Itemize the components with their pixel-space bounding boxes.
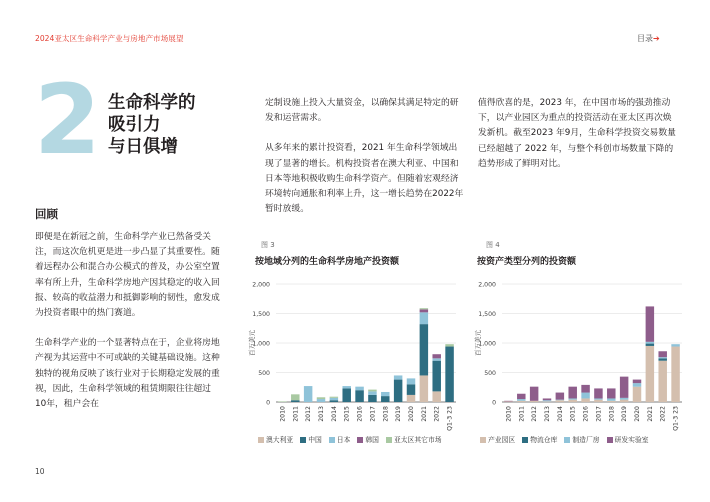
y-tick-label: 500 [258,370,270,377]
bar-segment [407,395,415,402]
legend-item [564,434,599,444]
bar-segment [407,378,415,384]
bar-segment [342,388,350,402]
x-tick-label: 2011 [292,406,300,422]
legend-item [357,434,379,444]
legend-swatch [522,437,528,443]
bar-segment [304,386,312,402]
bar-segment [581,398,589,402]
legend-swatch [300,437,306,443]
arrow-right-icon: ➔ [653,34,660,43]
bar-segment [517,401,525,402]
y-axis-label: 百万美元 [474,330,482,356]
legend-label: 制造厂房 [572,436,600,444]
section-title [108,92,196,158]
x-tick-label: 2019 [621,406,629,422]
bar-segment [330,398,338,400]
paragraph: 从多年来的累计投资看，2021 年生命科学领域出现了显著的增长。机构投资者在澳大利亚、中国和日本等地积极收购生命科学资产。但随着宏观经济环境转向通胀和利率上升，这一增长趋势在2022年暂时放缓。 [265,143,464,215]
bar-segment [607,398,615,400]
bar-segment [517,394,525,399]
bar-segment [504,401,512,402]
bar-segment [543,400,551,401]
text-column-1 [35,230,221,427]
y-tick-label: 500 [484,370,496,377]
paragraph: 值得欣喜的是，2023 年，在中国市场的强劲推动下，以产业园区为重点的投资活动在亚太区再次焕发新机。截至2023 年9月，生命科学投资交易数量已经超越了 2022 年，与整个科创市场数量下降的趋势形成了鲜明对比。 [478,98,676,169]
bar-segment [594,398,602,399]
x-tick-label: 2012 [305,406,313,422]
x-tick-label: 2020 [408,406,415,422]
y-tick-label: 1,000 [252,340,270,348]
legend-swatch [258,437,264,443]
legend-swatch [329,437,335,443]
y-tick-label: 1,000 [478,340,496,348]
x-tick-label: 2013 [318,406,325,422]
x-tick-label: 2018 [608,406,616,422]
x-tick-label: 2016 [582,406,590,422]
x-tick-label: 2014 [556,406,564,422]
legend-item [386,434,442,444]
bar-segment [530,387,538,401]
y-tick-label: 2,000 [478,281,496,289]
x-tick-label: Q1-3 23 [446,406,454,431]
x-tick-label: 2017 [595,406,603,422]
bar-segment [432,358,440,360]
legend-swatch [607,437,613,443]
bar-segment [291,394,299,400]
bar-segment [633,380,641,384]
legend-label: 韩国 [365,436,379,444]
bar-segment [432,361,440,392]
x-tick-label: 2022 [659,406,667,422]
figure-label: 图 4 [486,241,500,249]
bar-segment [594,388,602,398]
bar-segment [432,391,440,402]
bar-segment [278,401,286,402]
figure-label: 图 3 [261,241,275,249]
x-tick-label: 2010 [279,406,287,422]
text-column-2 [265,96,466,232]
legend-item [607,434,649,444]
x-tick-label: Q1-3 23 [672,406,680,431]
bar-segment [646,306,654,341]
bar-segment [671,347,679,402]
bar-segment [317,399,325,402]
paragraph: 即便是在新冠之前，生命科学产业已然备受关注，而这次危机更是进一步凸显了其重要性。随着远程办公和混合办公模式的普及，办公室空置率有所上升，生命科学房地产因其稳定的收入回报、较高的收益潜力和抵御影响的韧性，愈发成为投资者眼中的热门赛道。 [35,232,220,319]
bar-segment [658,361,666,402]
bar-segment [355,390,363,402]
bar-segment [543,398,551,400]
text-column-3 [478,96,676,187]
bar-segment [330,400,338,402]
y-tick-label: 1,500 [478,311,496,318]
x-tick-label: 2021 [420,406,428,422]
bar-segment [530,401,538,402]
legend-swatch [386,437,392,443]
x-tick-label: 2010 [505,406,513,422]
y-tick-label: 0 [266,399,270,407]
bar-segment [420,375,428,402]
x-tick-label: 2020 [634,406,641,422]
y-tick-label: 2,000 [252,281,270,289]
bar-segment [330,397,338,398]
bar-segment [556,393,564,400]
bar-segment [368,391,376,395]
bar-segment [517,399,525,401]
legend-label: 亚太区其它市场 [393,436,442,444]
x-tick-label: 2016 [356,406,364,422]
legend-label: 澳大利亚 [266,436,294,444]
bar-segment [342,386,350,388]
x-tick-label: 2014 [330,406,338,422]
x-tick-label: 2013 [544,406,551,422]
bar-segment [445,347,453,402]
paragraph: 定制设施上投入大量资金，以确保其满足特定的研发和运营需求。 [265,98,459,124]
legend-swatch [480,437,486,443]
chart-title: 按资产类型分列的投资额 [477,257,577,267]
x-tick-label: 2011 [518,406,526,422]
report-header-title: 2024亚太区生命科学产业与房地产市场展望 [35,34,184,43]
paragraph: 生命科学产业的一个显著特点在于，企业将房地产视为其运营中不可或缺的关键基础设施。这种独特的视角反映了该行业对于长期稳定发展的重视，因此，生命科学领域的租赁期限往往超过10年，租户会在 [35,338,220,410]
bar-segment [381,392,389,396]
bar-segment [504,401,512,402]
bar-segment [633,387,641,402]
legend-item [329,434,351,444]
legend-label: 物流仓库 [530,436,558,444]
bar-segment [646,344,654,346]
legend-label: 日本 [336,436,351,444]
legend-label: 产业园区 [488,436,516,444]
bar-segment [568,387,576,399]
chart-legend [480,434,649,444]
y-tick-label: 1,500 [252,311,270,318]
chart-title: 按地域分列的生命科学房地产投资额 [255,257,400,267]
bar-segment [633,383,641,387]
bar-segment [620,400,628,402]
bar-segment [445,344,453,346]
bar-segment [420,312,428,324]
bar-segment [556,400,564,401]
x-tick-label: 2018 [382,406,390,422]
legend-item [300,434,322,444]
bar-segment [581,385,589,393]
section-title-line: 生命科学的 [108,93,196,113]
bar-segment [394,375,402,379]
bar-segment [607,401,615,402]
legend-item [522,434,557,444]
y-axis-label: 百万美元 [248,330,256,356]
legend-item [480,434,515,444]
bar-segment [646,342,654,344]
legend-swatch [357,437,363,443]
page-number: 10 [35,467,45,476]
x-tick-label: 2019 [395,406,403,422]
legend-label: 研发实验室 [614,436,649,444]
y-tick-label: 0 [492,399,496,407]
bar-segment [607,388,615,398]
bar-segment [556,400,564,402]
bar-segment [420,309,428,312]
bar-segment [568,398,576,399]
bar-segment [432,354,440,358]
bar-segment [368,395,376,402]
bar-segment [317,397,325,399]
legend-item [258,434,293,444]
bar-segment [568,400,576,402]
toc-link[interactable] [637,33,660,44]
bar-segment [620,398,628,400]
chart-legend [258,434,442,444]
bar-segment [381,396,389,402]
subheading: 回顾 [35,207,58,221]
section-title-line: 吸引力 [108,115,161,135]
x-tick-label: 2017 [369,406,377,422]
toc-label: 目录 [637,34,653,43]
bar-segment [594,400,602,402]
legend-label: 中国 [308,436,322,444]
bar-segment [394,380,402,402]
bar-segment [291,400,299,402]
bar-segment [620,377,628,398]
x-tick-label: 2015 [343,406,351,422]
bar-segment [581,393,589,399]
bar-segment [671,344,679,346]
section-number: 2 [34,64,101,176]
bar-segment [420,308,428,309]
bar-segment [355,387,363,391]
x-tick-label: 2015 [569,406,577,422]
section-title-line: 与日俱增 [108,137,178,157]
region-investment-chart [240,272,465,434]
asset-type-investment-chart [466,272,691,434]
bar-segment [420,324,428,375]
bar-segment [658,357,666,358]
legend-swatch [564,437,570,443]
bar-segment [368,390,376,392]
bar-segment [646,346,654,402]
bar-segment [658,358,666,360]
x-tick-label: 2022 [433,406,441,422]
bar-segment [658,351,666,357]
x-tick-label: 2021 [646,406,654,422]
bar-segment [543,401,551,402]
x-tick-label: 2012 [531,406,539,422]
bar-segment [407,384,415,395]
